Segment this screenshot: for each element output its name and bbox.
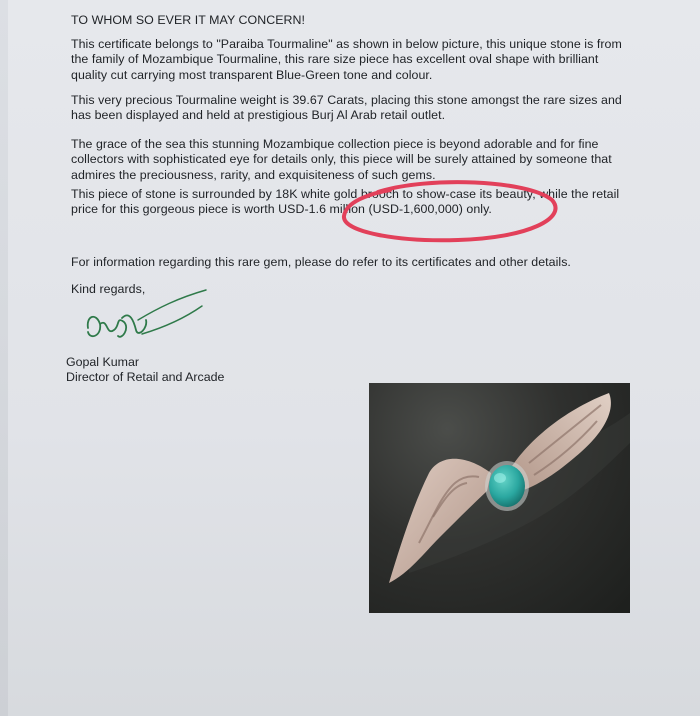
signatory-name: Gopal Kumar bbox=[66, 355, 140, 369]
closing: Kind regards, bbox=[71, 282, 146, 296]
paragraph-1: This certificate belongs to "Paraiba Tourmaline" as shown in below picture, this unique stone is from the family of Mozambique Tourmaline, this rare size piece has excellent oval shape with brilliant quality cut carrying most transparent Blue-Green tone and colour. bbox=[71, 37, 622, 82]
paragraph-5: For information regarding this rare gem, please do refer to its certificates and other details. bbox=[71, 255, 571, 269]
brooch-photo bbox=[369, 383, 630, 613]
paragraph-4: This piece of stone is surrounded by 18K white gold brooch to show-case its beauty, while the retail price for this gorgeous piece is worth USD-1.6 million (USD-1,600,000) only. bbox=[71, 187, 620, 217]
paragraph-2: This very precious Tourmaline weight is 39.67 Carats, placing this stone amongst the rare sizes and has been displayed and held at prestigious Burj Al Arab retail outlet. bbox=[71, 93, 622, 123]
paragraph-3: The grace of the sea this stunning Mozambique collection piece is beyond adorable and for fine collectors with sophisticated eye for details only, this piece will be surely attained by someone that admires the preciousness, rarity, and exquisiteness of such gems. bbox=[71, 137, 612, 182]
signatory-title: Director of Retail and Arcade bbox=[66, 370, 225, 384]
handwritten-signature bbox=[78, 288, 218, 356]
salutation: TO WHOM SO EVER IT MAY CONCERN! bbox=[71, 13, 306, 27]
